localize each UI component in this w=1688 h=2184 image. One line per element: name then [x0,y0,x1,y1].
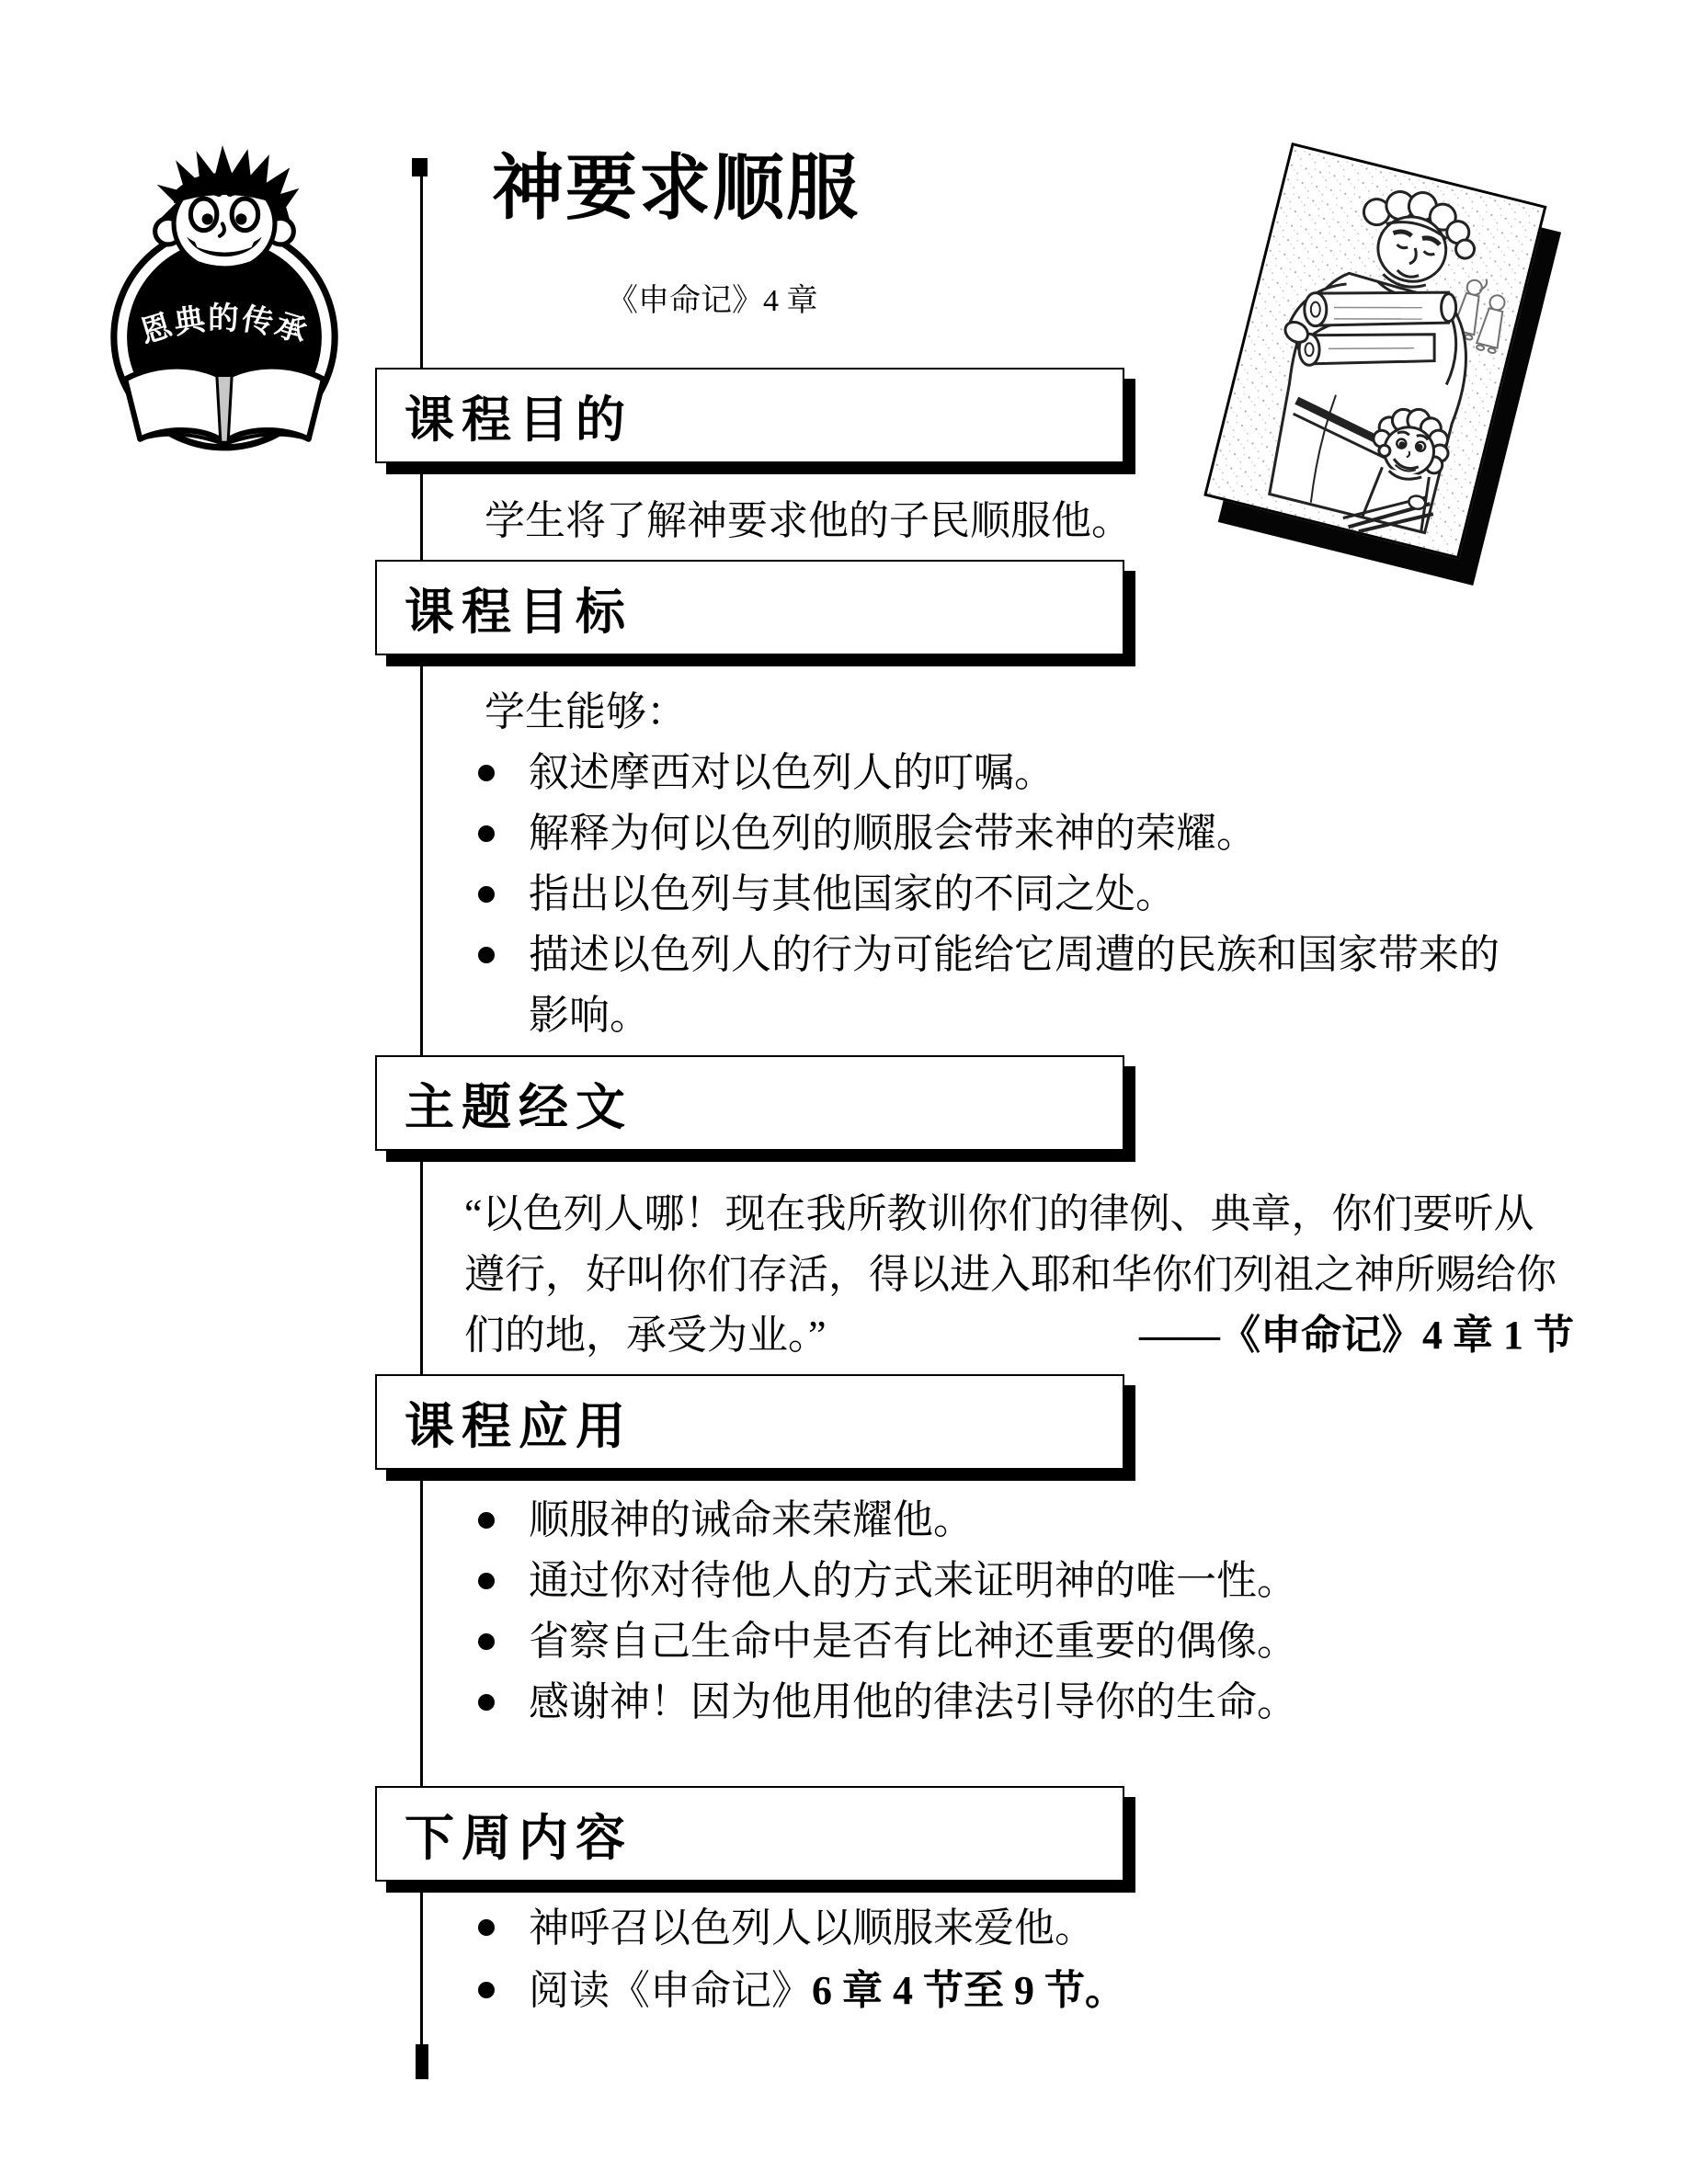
list-item [485,1611,1560,1672]
list-item [485,1672,1560,1733]
section-heading: 课程目的 [405,392,633,448]
list-item [485,743,1560,803]
list-item [485,803,1560,864]
bullet-text: 描述以色列人的行为可能给它周遭的民族和国家带来的影响。 [529,932,1500,1038]
bullet-dot [478,886,495,903]
section-heading-box-scripture [375,1055,1124,1151]
bullet-dot [478,1512,495,1529]
section-heading-box-next-week [375,1786,1124,1882]
grace-heritage-logo [99,145,349,454]
scripture-quote [464,1184,1574,1366]
bullet-text: 通过你对待他人的方式来证明神的唯一性。 [529,1558,1297,1603]
bullet-dot [478,825,495,842]
section-heading: 课程应用 [405,1398,633,1454]
bullet-text [529,1960,1125,2022]
bullet-text: 顺服神的诫命来荣耀他。 [529,1497,974,1542]
application-block [485,1490,1560,1733]
bullet-text: 叙述摩西对以色列人的叮嘱。 [529,750,1055,795]
next-week-block [485,1897,1560,2022]
list-item [485,864,1560,925]
bullet-dot [478,1919,495,1936]
bullet-dot [478,1573,495,1589]
bullet-dot [478,947,495,963]
quote-line: “以色列人哪！现在我所教训你们的律例、典章，你们要听从 [464,1191,1534,1236]
logo-text: 恩典的传承 [136,301,313,351]
bullet-text-normal: 神呼召以色列人以顺服来爱他。 [529,1905,1095,1951]
list-item [485,925,1560,1046]
bullet-dot [478,765,495,781]
list-item [485,1960,1560,2022]
bullet-text: 省察自己生命中是否有比神还重要的偶像。 [529,1619,1297,1664]
list-item [485,1490,1560,1551]
page-title: 神要求顺服 [492,148,861,228]
man-carrying-logs-illustration [1207,146,1544,556]
quote-line [464,1305,1574,1366]
section-heading-box-application [375,1374,1124,1470]
illustration-card [1203,142,1546,559]
list-item [485,1897,1560,1960]
timeline-bottom-square [416,2044,428,2079]
bullet-text: 指出以色列与其他国家的不同之处。 [529,871,1176,916]
list-item [485,1551,1560,1611]
quote-line-end: 们的地，承受为业。” [464,1313,827,1358]
section-heading-box-purpose [375,368,1124,463]
quote-line: 遵行，好叫你们存活，得以进入耶和华你们列祖之神所赐给你 [464,1252,1557,1297]
bullet-dot [478,1982,495,1998]
purpose-paragraph: 学生将了解神要求他的子民顺服他。 [485,498,1132,543]
bullet-text [529,1897,1095,1960]
scripture-attribution: ——《申命记》4 章 1 节 [1139,1313,1574,1358]
section-heading: 主题经文 [405,1079,633,1135]
section-heading-box-objectives [375,560,1124,655]
bullet-text: 感谢神！因为他用他的律法引导你的生命。 [529,1679,1297,1724]
logo-graphic [99,145,349,454]
page-subtitle: 《申命记》4 章 [607,284,818,318]
objectives-lead: 学生能够： [485,689,687,734]
bullet-text-normal: 阅读《申命记》 [529,1968,812,2013]
section-heading: 下周内容 [405,1810,633,1866]
bullet-dot [478,1694,495,1711]
objectives-block [485,682,1560,1046]
bullet-text-bold: 6 章 4 节至 9 节。 [812,1968,1125,2013]
bullet-dot [478,1633,495,1650]
bullet-text: 解释为何以色列的顺服会带来神的荣耀。 [529,811,1257,856]
section-heading: 课程目标 [405,584,633,640]
timeline-top-square [412,158,428,176]
